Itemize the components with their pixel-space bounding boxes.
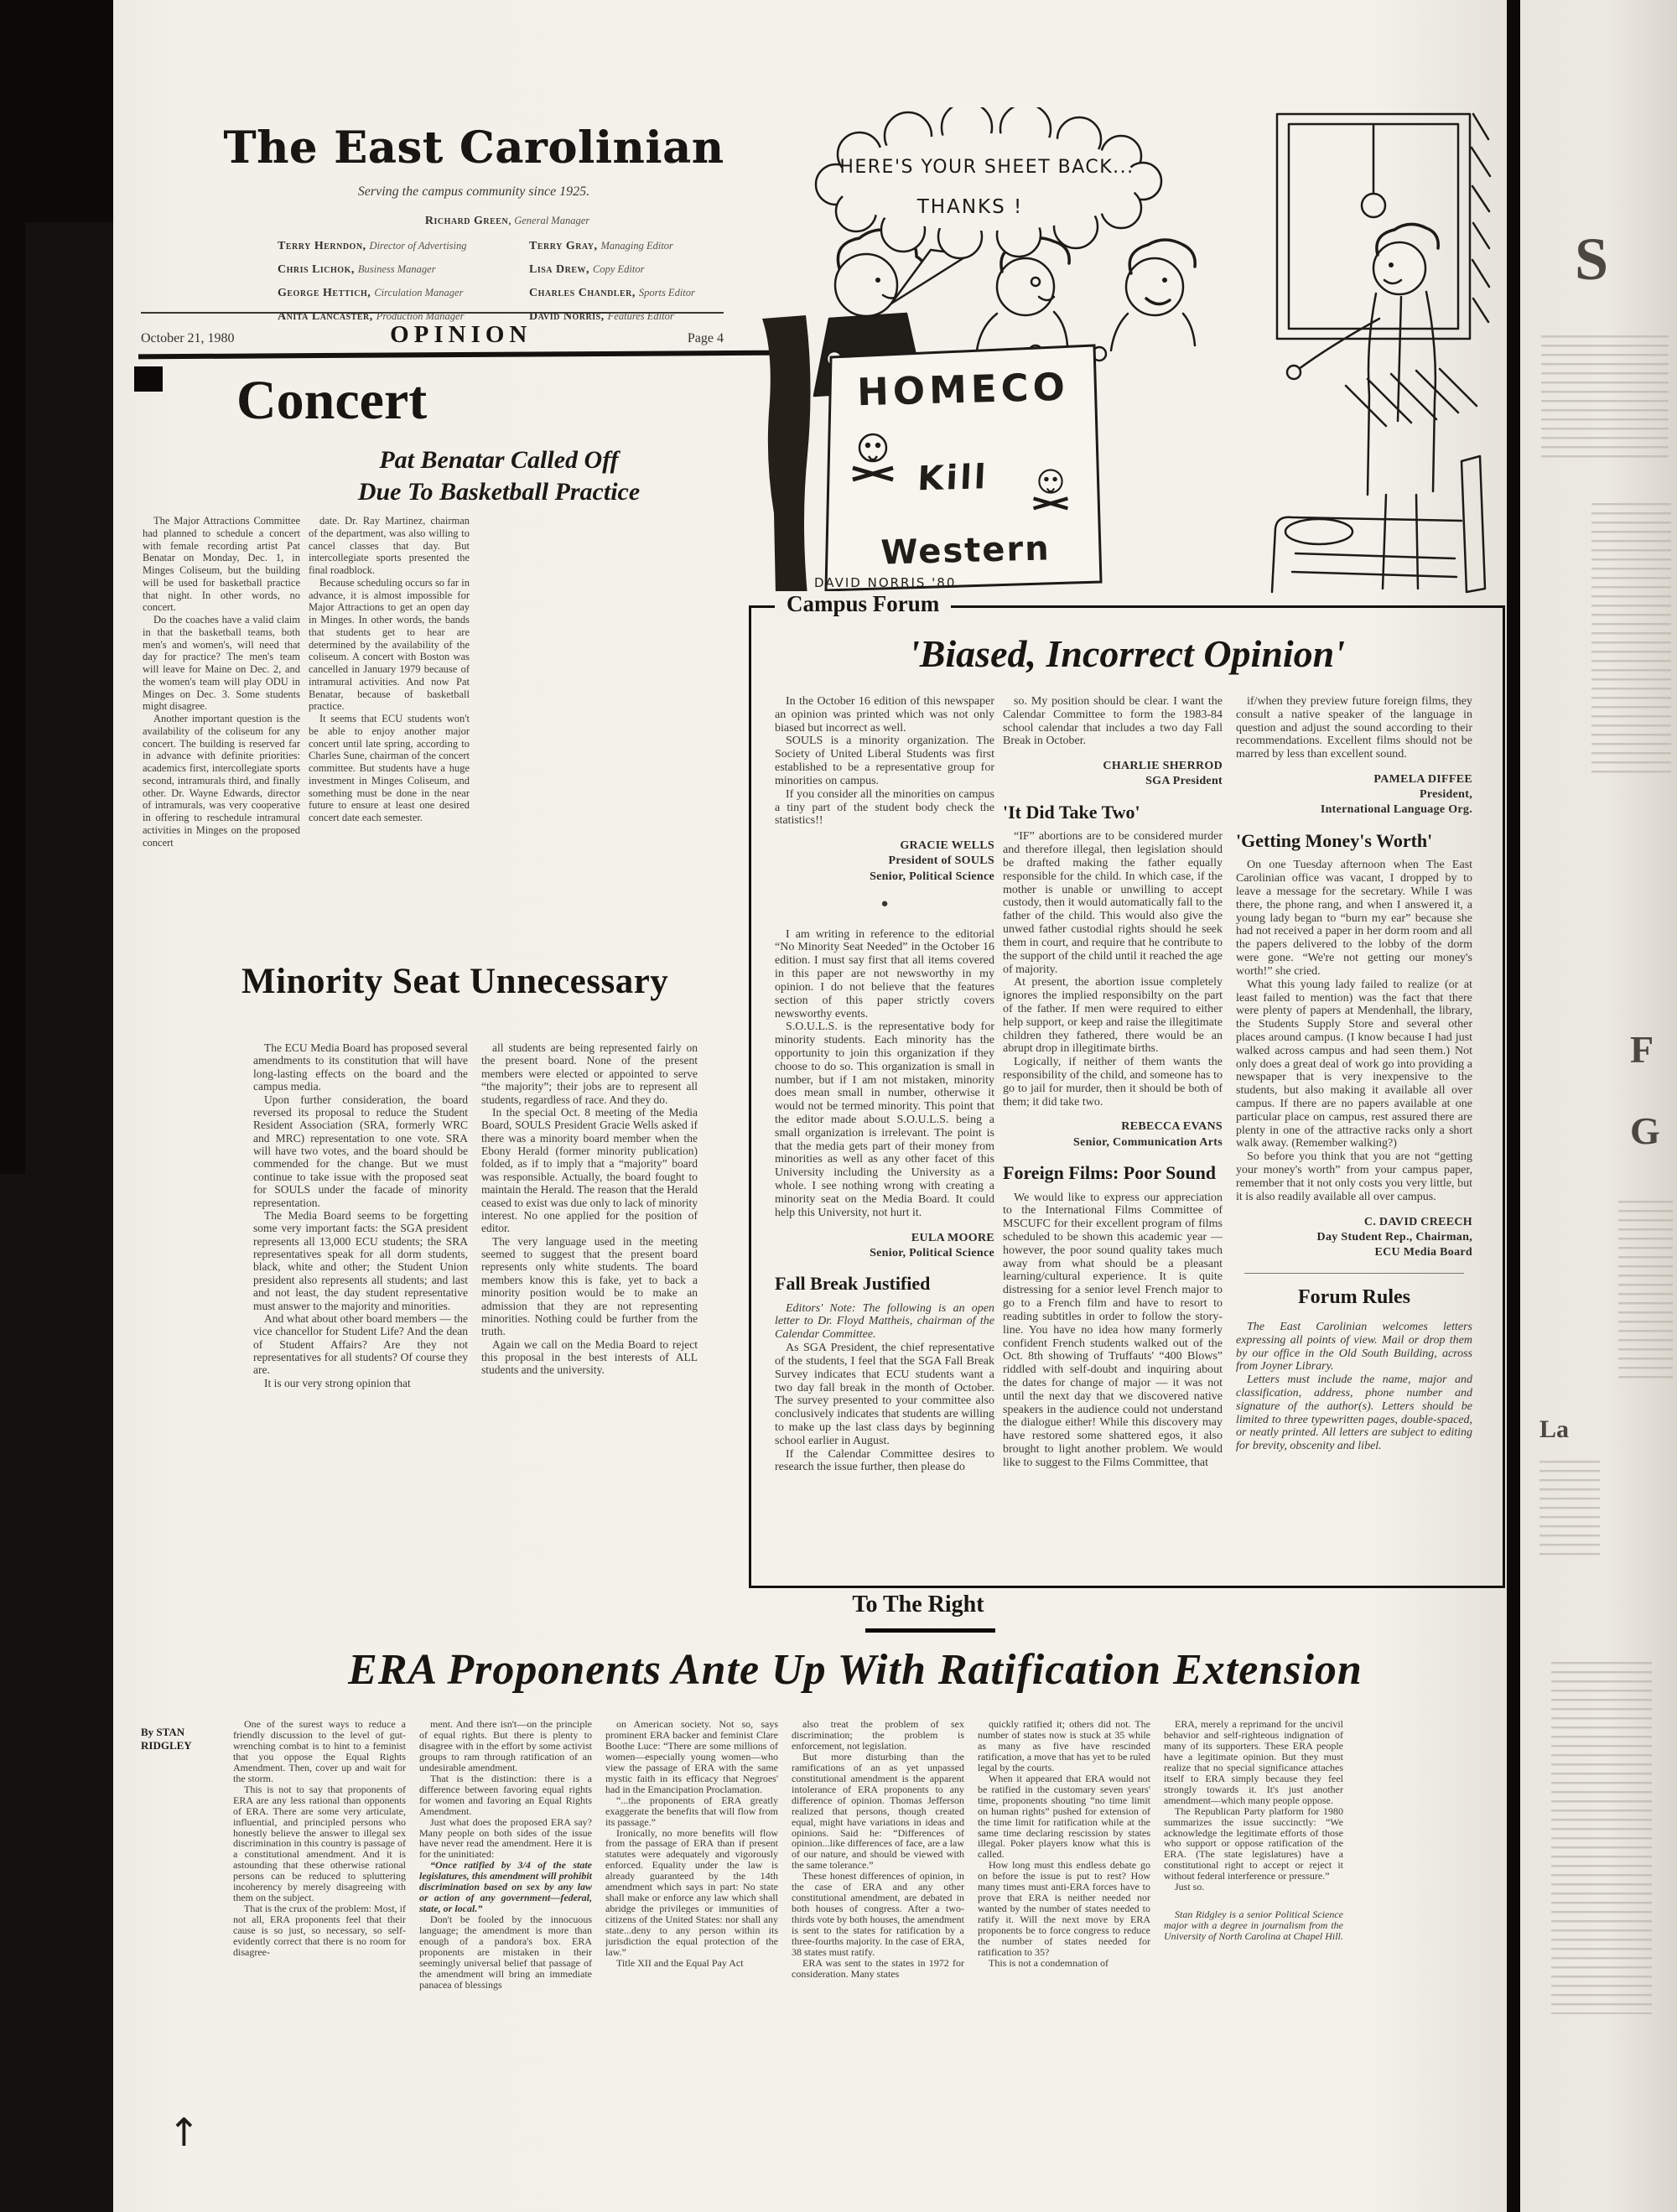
- paragraph: Editors' Note: The following is an open letter to Dr. Floyd Mattheis, chairman of the Calendar Committee.: [775, 1301, 994, 1342]
- section-bar: [141, 312, 724, 349]
- paragraph: So before you think that you are not “getting your money's worth” from your campus paper, remember that it not only costs you very little, but it is also readily available all over campus.: [1236, 1150, 1472, 1203]
- staff-name: Terry Herndon,: [278, 240, 370, 252]
- era-column-1: [233, 1719, 406, 2130]
- paragraph: “IF” abortions are to be considered murder and therefore illegal, then legislation should be drafted making the father equally responsible for the child. In which case, if the mother is unable or unwilling to accept custody, then it would automatically fall to the father of the child. This would also give the unwed father custodial rights should he seek them in court, and require that he contribute to the support of the child until it reached the age of majority.: [1003, 830, 1223, 976]
- banner-word-2: Kill: [916, 458, 989, 499]
- paragraph: If the Calendar Committee desires to research the issue further, then please do: [775, 1447, 994, 1474]
- letter-signature: PAMELA DIFFEE: [1373, 773, 1472, 787]
- era-column-3: [605, 1719, 778, 2130]
- page-number: Page 4: [687, 331, 724, 345]
- paragraph: One of the surest ways to reduce a friendly discussion to the level of gut-wrenching combat is to hint to a feminist that you oppose the Equal Rights Amendment. Then, cover up and wait for the storm.: [233, 1719, 406, 1784]
- paragraph: ment. And there isn't—on the principle of equal rights. But there is plenty to disagree with in the effort by some activist groups to ram through ratification of an undesirable amendment.: [419, 1719, 592, 1773]
- adjacent-fragment-f: F: [1630, 1028, 1654, 1071]
- paragraph: Do the coaches have a valid claim in that the basketball teams, both men's and women's, will need that day for practice? The men's team will leave for Maine on Dec. 2, and the women's team will play ODU in Minges on Dec. 3. Some students might disagree.: [143, 614, 300, 713]
- forum-column-1: [775, 695, 994, 1569]
- paragraph: What this young lady failed to realize (or at least failed to mention) was the fact that there were plenty of papers at Mendenhall, the library, the Students Supply Store and several other places around campus. (I know because I had just walked across campus and had seen them.) Not only does a great deal of work go into providing a newspaper that is very inexpensive to the students, but also making it available all over campus. If there are no papers available at one particular place on campus, rest assured there are plenty in one of the attractive racks only a short walk away. (Remember walking?): [1236, 978, 1472, 1150]
- figure3-head: [1126, 258, 1183, 315]
- banner-word-3: Western: [880, 529, 1051, 573]
- paragraph: The Major Attractions Committee had planned to schedule a concert with female recording artist Pat Benatar on Monday, Dec. 1, in Minges Coliseum, but the building will be used for basketball practice that night. In other words, no concert.: [143, 515, 300, 614]
- section-title: OPINION: [390, 321, 532, 348]
- masthead-title: The East Carolinian: [223, 122, 724, 174]
- paragraph: That is the crux of the problem: Most, if not all, ERA proponents feel that their cause is so just, so necessary, so self-evidently correct that there is no room for disagree-: [233, 1903, 406, 1959]
- adjacent-blurred-text: [1539, 1461, 1600, 1561]
- paragraph: We would like to express our appreciation to the International Films Committee of MSCUFC for their excellent program of films scheduled to be shown this academic year — however, the poor sound quality takes much away from what should be a pleasant learning/cultural experience. It is quite distressing for a senior level French major to go to a French film and have to resort to reading subtitles in order to follow the story-line. You have no idea how many formerly confident French students walked out of the Oct. 8th showing of Truffauts' “400 Blows” riddled with self-doubt and inquiring about the dates for change of major — it was not until the next day that we discovered native speakers in the audience could not understand the dialogue either! While this discovery may have restored some shattered egos, it also brought to light another problem. We would like to suggest to the Films Committee, that: [1003, 1191, 1223, 1469]
- staff-role: Business Manager: [357, 263, 436, 275]
- figure4-shirt-line: [1398, 297, 1401, 421]
- paragraph: It is our very strong opinion that: [264, 1376, 411, 1389]
- paragraph: This is not a condemnation of: [989, 1956, 1108, 1969]
- era-column-4: [792, 1719, 964, 2130]
- paragraph: Title XII and the Equal Pay Act: [616, 1956, 744, 1969]
- era-byline: By STAN RIDGLEY: [141, 1726, 192, 1752]
- paragraph: How long must this endless debate go on before the issue is put to rest? How many times must anti-ERA forces have to prove that ERA is neither needed nor wanted by the number of states needed to ratify it. Will the next move by ERA proponents be to force congress to reduce the number of states needed for ratification to 35?: [978, 1859, 1150, 1959]
- adjacent-fragment-la: La: [1539, 1415, 1570, 1443]
- staff-role: Production Manager: [376, 310, 465, 322]
- staff-name: David Norris,: [529, 310, 608, 323]
- paragraph: Another important question is the availability of the coliseum for any concert. The building is reserved far in advance with definite priorities: academics first, intercollegiate sports second, intramurals third, and finally other. Dr. Wayne Edwards, director of intramurals, was very cooperative in offering to reschedule intramural activities in Minges on the proposed concert: [143, 713, 300, 849]
- page-gutter-divider: [1507, 0, 1520, 2212]
- concert-subhead-1: Pat Benatar Called Off: [379, 446, 619, 474]
- issue-date: October 21, 1980: [141, 331, 235, 345]
- staff-name: Chris Lichok,: [278, 263, 358, 276]
- staff-sep: ,: [508, 215, 515, 227]
- paragraph: The Media Board seems to be forgetting some very important facts: the SGA president represents all 13,000 ECU students; the SRA representatives speak for all dorm students, black, white and other; the Student Union president also represents all students; and last and not least, the day student representative must answer to the majority and minorities.: [253, 1208, 468, 1312]
- paragraph: If you consider all the minorities on campus a tiny part of the student body check the statistics!!: [775, 787, 994, 828]
- bed-hatch: [1346, 369, 1477, 426]
- forum-column-3: [1236, 695, 1472, 1569]
- paragraph: As SGA President, the chief representative of the students, I feel that the SGA Fall Break Survey indicates that ECU students want a two day fall break in the month of October. The survey presented to your committee also conclusively indicates that students are willing to make up the last class days by beginning school earlier in August.: [775, 1342, 994, 1447]
- paragraph: if/when they preview future foreign films, they consult a native speaker of the language in question and adjust the sound according to their recommendations. Excellent films should not be marred by less than excellent sound.: [1236, 695, 1472, 761]
- paragraph: Just so.: [1175, 1881, 1205, 1893]
- pen-arrow-mark: ↑: [168, 2110, 200, 2155]
- paragraph: But more disturbing than the ramifications of an as yet unpassed constitutional amendment is the apparent intolerance of ERA proponents to any difference of opinion. Thomas Jefferson realized that persons, though created equal, might have variations in ideas and opinions. Said he: “Differences of opinion...like differences of face, are a law of our nature, and should be viewed with the same tolerance.”: [792, 1750, 964, 1872]
- cartoon-signature: DAVID NORRIS '80: [814, 575, 957, 590]
- paragraph: [1244, 1273, 1464, 1274]
- staff-name: Anita Lancaster,: [278, 310, 376, 323]
- letter-signature: Day Student Rep., Chairman,: [1316, 1230, 1472, 1244]
- staff-name: George Hettich,: [278, 287, 375, 299]
- adjacent-fragment-s: S: [1575, 226, 1609, 293]
- figure1-eye: [875, 278, 880, 283]
- paragraph: When it appeared that ERA would not be ratified in the customary seven years' time, proponents shouting “no time limit on human rights” pushed for extension of the time limit for ratification while at the same time declaring rescission by states illegal. Poker players know what this is called.: [978, 1772, 1150, 1861]
- staff-role: General Manager: [514, 215, 590, 226]
- staff-role: Features Editor: [607, 310, 674, 322]
- adjacent-blurred-text: [1618, 1201, 1673, 1385]
- paragraph: ERA was sent to the states in 1972 for consideration. Many states: [792, 1956, 964, 1980]
- to-the-right-underline: [865, 1628, 995, 1633]
- paragraph: on American society. Not so, says prominent ERA backer and feminist Clare Boothe Luce: “There are some millions of women—especially young women—who view the passage of ERA with the same mystic faith in its efficacy that Negroes' had in the Emancipation Proclamation.: [605, 1719, 778, 1795]
- concert-column-2: [309, 515, 470, 934]
- paragraph: [267, 282, 543, 305]
- staff-name: Richard Green: [424, 215, 509, 227]
- letter-signature: Senior, Communication Arts: [1072, 1135, 1223, 1149]
- cartoon-banner: [826, 345, 1101, 590]
- bubble-text-1: HERE'S YOUR SHEET BACK...: [839, 157, 1134, 178]
- staff-name: Terry Gray,: [529, 240, 601, 252]
- paragraph: In the October 16 edition of this newspaper an opinion was printed which was not only biased but incorrect as well.: [775, 695, 994, 735]
- cartoon-dark-wall: [762, 315, 811, 595]
- letter-signature: International Language Org.: [1320, 803, 1472, 817]
- paragraph: The very language used in the meeting seemed to suggest that the present board represents only white students. The board members know this is fake, yet to back a minority position would be to make an admission that they are not representing minorities. Nothing could be further from the truth.: [481, 1234, 698, 1338]
- forum-column-2: [1003, 695, 1223, 1569]
- minority-column-1: [253, 1041, 468, 1581]
- bed-lines: [1292, 553, 1456, 577]
- paragraph: 'Getting Money's Worth': [1236, 829, 1433, 851]
- figure3-shoulders: [1111, 314, 1195, 350]
- figure2-head: [997, 258, 1054, 315]
- letter-signature: Senior, Political Science: [870, 870, 994, 883]
- letter-signature: SGA President: [1145, 775, 1223, 788]
- letter-signature: C. DAVID CREECH: [1363, 1215, 1472, 1228]
- paragraph: And what about other board members — the vice chancellor for Student Life? And the dean of Student Affairs? Are they not representatives for all students? Of course they are.: [253, 1311, 468, 1377]
- letter-signature: CHARLIE SHERROD: [1103, 760, 1223, 773]
- staff-role: Director of Advertising: [369, 240, 467, 252]
- paragraph: Stan Ridgley is a senior Political Science major with a degree in journalism from the University of North Carolina at Chapel Hill.: [1164, 1908, 1343, 1943]
- paragraph: I am writing in reference to the editorial “No Minority Seat Needed” in the October 16 edition. I must say first that all items covered in this paper are not newsworthy in my opinion. I do not believe that the features section of this paper strictly covers newsworthy events.: [775, 927, 994, 1020]
- paragraph: Logically, if neither of them wants the responsibility of the child, and someone has to go to jail for murder, then it should be both of them; it did take two.: [1003, 1056, 1223, 1109]
- staff-role: Circulation Manager: [374, 287, 464, 299]
- staff-name: Lisa Drew,: [529, 263, 594, 276]
- paragraph: Again we call on the Media Board to reject this proposal in the best interests of ALL students and the university.: [481, 1337, 698, 1377]
- paragraph: S.O.U.L.S. is the representative body for minority students. Each minority has the opportunity to join this organization if they choose to do so. This organization is small in number, but if I am not mistaken, minority does mean small in number, otherwise it would not be termed minority. This point that the editor made about S.O.U.L.S. being a small organization is irrelevant. The point is that the media gets part of their money from minorities as well as any other facet of this University including the University as a whole. I see nothing wrong with creating a minority seat on the Media Board. It could help this University, not hurt it.: [775, 1020, 994, 1219]
- campus-forum-box: [749, 591, 1505, 1588]
- paragraph: Letters must include the name, major and classification, address, phone number and signature of the author(s). Letters should be limited to three typewritten pages, double-spaced, or neatly printed. All letters are subject to editing for brevity, obscenity and libel.: [1236, 1373, 1472, 1453]
- adjacent-blurred-text: [1551, 1662, 1652, 2014]
- staff-role: Copy Editor: [593, 263, 645, 275]
- paragraph: Because scheduling occurs so far in advance, it is almost impossible for Major Attractions to get an open day in Minges. In other words, the bands that students get to hear are determined by the availability of the coliseum. A concert with Boston was cancelled in January 1979 because of intramural activities. And now Pat Benatar, because of basketball practice.: [309, 576, 470, 713]
- noose-loop: [1362, 194, 1385, 217]
- paragraph: The East Carolinian welcomes letters expressing all points of view. Mail or drop them by our office in the Old South Building, across from Joyner Library.: [1236, 1320, 1472, 1373]
- paragraph: ●: [880, 896, 889, 911]
- to-the-right-label: To The Right: [852, 1591, 984, 1617]
- bubble-text-2: THANKS !: [916, 196, 1024, 218]
- masthead-tagline: Serving the campus community since 1925.: [357, 184, 590, 199]
- concert-headline: Concert: [236, 370, 428, 431]
- campus-forum-label: Campus Forum: [775, 591, 951, 617]
- paragraph: On one Tuesday afternoon when The East Carolinian office was vacant, I dropped by to leave a message for the secretary. While I was there, the phone rang, and when I answered it, a young lady began to “burn my ear” because she had not received a paper in her dorm room and all the papers delivered to the lobby of the dorm were gone. “We're not getting our money's worth!” she cried.: [1236, 859, 1472, 978]
- paragraph: Upon further consideration, the board reversed its proposal to reduce the Student Resident Association (SRA, formerly WRC and MRC) representation to one vote. SRA will have two votes, and the board should be commended for the change. But we must continue to take issue with the proposed seat for SOULS under the facade of minority representation.: [253, 1093, 468, 1209]
- bed-pillow: [1285, 519, 1353, 544]
- staff-name: Charles Chandler,: [529, 287, 639, 299]
- figure4-eye: [1389, 262, 1394, 267]
- figure4-body: [1368, 292, 1436, 495]
- minority-column-2: [481, 1041, 698, 1581]
- editorial-cartoon: [759, 107, 1493, 598]
- banner-word-1: HOMECO: [856, 364, 1070, 415]
- minority-headline: Minority Seat Unnecessary: [241, 962, 669, 1001]
- paragraph: SOULS is a minority organization. The Society of United Liberal Students was first established to be a representative group for minorities on campus.: [775, 735, 994, 787]
- staff-role: Managing Editor: [600, 240, 673, 252]
- figure4-hand: [1287, 366, 1301, 379]
- paragraph: It seems that ECU students won't be able to enjoy another major concert until late spring, according to Charles Sune, chairman of the concert committee. But students have a huge investment in Minges Coliseum, and something must be done in the near future to ensure at least one desired concert date each semester.: [309, 713, 470, 823]
- era-column-6: [1164, 1719, 1343, 2130]
- concert-column-1: [143, 515, 300, 934]
- letter-signature: EULA MOORE: [911, 1231, 994, 1244]
- staff-role: Sports Editor: [638, 287, 695, 299]
- figure1-head: [835, 254, 897, 316]
- paragraph: Foreign Films: Poor Sound: [1003, 1161, 1217, 1183]
- paragraph: In the special Oct. 8 meeting of the Media Board, SOULS President Gracie Wells asked if there was a minority board member when the Ebony Herald (former minority publication) folded, as if to imply that a “majority” board was responsible. Actually, the board fought to maintain the Herald. The reason that the Herald ceased to exist was due only to lack of minority interest. No one applied for the position of editor.: [481, 1105, 698, 1235]
- adjacent-blurred-text: [1591, 503, 1671, 780]
- letter-signature: REBECCA EVANS: [1121, 1120, 1223, 1134]
- paragraph: all students are being represented fairly on the present board. None of the present members were elected or appointed to serve “the majority”; their jobs are to represent all students, regardless of race. And they do.: [481, 1041, 698, 1106]
- paragraph: Just what does the proposed ERA say? Many people on both sides of the issue have never read the amendment. Here it is for the uninitiated:: [419, 1815, 592, 1861]
- paragraph: date. Dr. Ray Martinez, chairman of the department, was also willing to cancel classes that day. But intercollegiate sports presented the final roadblock.: [309, 515, 470, 576]
- paragraph: ERA, merely a reprimand for the uncivil behavior and self-righteous indignation of many of its supporters. These ERA people have a legitimate opinion. But they must realize that no special significance attaches itself to ERA simply because they feel strongly towards it. It's just another amendment—which many people oppose.: [1164, 1719, 1343, 1806]
- adjacent-fragment-g: G: [1630, 1109, 1660, 1152]
- paragraph: [267, 235, 543, 258]
- era-column-2: [419, 1719, 592, 2130]
- letter-signature: GRACIE WELLS: [900, 839, 994, 853]
- letter-signature: President,: [1419, 788, 1472, 802]
- paragraph: Ironically, no more benefits will flow from the passage of ERA than if present statutes were adequately and vigorously enforced. Equality under the law is already guaranteed by the 14th amendment which says in part: No state shall make or enforce any law which shall abridge the privileges or immunities of citizens of the United States: nor shall any state...deny to any person within its jurisdiction the equal protection of the law.”: [605, 1826, 778, 1959]
- bed-headboard: [1462, 456, 1485, 592]
- figure4-head: [1373, 242, 1425, 294]
- paragraph: so. My position should be clear. I want the Calendar Committee to form the 1983-84 school calendar that includes a two day Fall Break in October.: [1003, 695, 1223, 748]
- paragraph: This is not to say that proponents of ERA are any less rational than opponents of ERA. There are some very articulate, influential, and principled persons who honestly believe the answer to illegal sex discrimination in this country is passage of a constitutional amendment. And it is astounding that these otherwise rational persons can be reduced to spluttering incoherency by merely disagreeing with them on the subject.: [233, 1783, 406, 1904]
- paragraph: Fall Break Justified: [775, 1272, 931, 1294]
- letter-signature: ECU Media Board: [1374, 1245, 1472, 1259]
- paragraph: 'It Did Take Two': [1003, 801, 1140, 823]
- paragraph: Don't be fooled by the innocuous language; the amendment is more than enough of a pandora's box. ERA proponents are mistaken in their seemingly universal belief that passage of the amendment will bring an immediate panacea of blessings: [419, 1913, 592, 1991]
- scan-artifact-blob: [134, 366, 163, 392]
- wall-hatch: [1472, 114, 1490, 322]
- era-headline: ERA Proponents Ante Up With Ratification Extension: [348, 1646, 1363, 1694]
- scan-artifact-left-edge: [0, 0, 25, 1174]
- paragraph: The Republican Party platform for 1980 summarizes the issue succinctly: “We acknowledge the legitimate efforts of those who support or oppose ratification of the ERA. (The state legislatures) have a constitutional right to accept or reject it without federal interference or pressure.”: [1164, 1804, 1343, 1882]
- paragraph: [267, 258, 543, 282]
- paragraph: At present, the abortion issue completely ignores the implied responsibilty on the part of the father. If men were required to either help support, or keep and raise the illegitimate children they fathered, there would be an abrupt drop in illegitimate births.: [1003, 976, 1223, 1056]
- paragraph: That is the distinction: there is a difference between favoring equal rights for women and favoring an Equal Rights Amendment.: [419, 1772, 592, 1817]
- paragraph: Forum Rules: [1298, 1286, 1410, 1309]
- paragraph: “Once ratified by 3/4 of the state legislatures, this amendment will prohibit discrimination based on sex by any law or action of any government—federal, state, or local.”: [419, 1859, 592, 1915]
- concert-subhead-2: Due To Basketball Practice: [357, 478, 641, 506]
- letter-signature: Senior, Political Science: [870, 1246, 994, 1259]
- paragraph: “...the proponents of ERA greatly exaggerate the benefits that will flow from its passage.”: [605, 1794, 778, 1828]
- figure2-shoulders: [977, 312, 1067, 350]
- paragraph: also treat the problem of sex discrimination; the problem is enforcement, not legislation.: [792, 1719, 964, 1752]
- forum-headline: 'Biased, Incorrect Opinion': [908, 632, 1346, 675]
- figure3-eye: [1162, 278, 1167, 283]
- adjacent-blurred-text: [1541, 335, 1669, 461]
- era-column-5: [978, 1719, 1150, 2130]
- paragraph: quickly ratified it; others did not. The number of states now is stuck at 35 while as many as five have rescinded ratification, a move that has yet to be ruled legal by the courts.: [978, 1719, 1150, 1773]
- paragraph: The ECU Media Board has proposed several amendments to its constitution that will have long-lasting effects on the board and the campus media.: [253, 1041, 468, 1093]
- figure4-arm: [1299, 319, 1379, 369]
- paragraph: These honest differences of opinion, in the case of ERA and any other constitutional amendment, are debated in both houses of congress. After a two-thirds vote by both houses, the amendment is sent to the states for ratification by a three-fourths majority. In the case of ERA, 38 states must ratify.: [792, 1870, 964, 1959]
- letter-signature: President of SOULS: [888, 854, 994, 868]
